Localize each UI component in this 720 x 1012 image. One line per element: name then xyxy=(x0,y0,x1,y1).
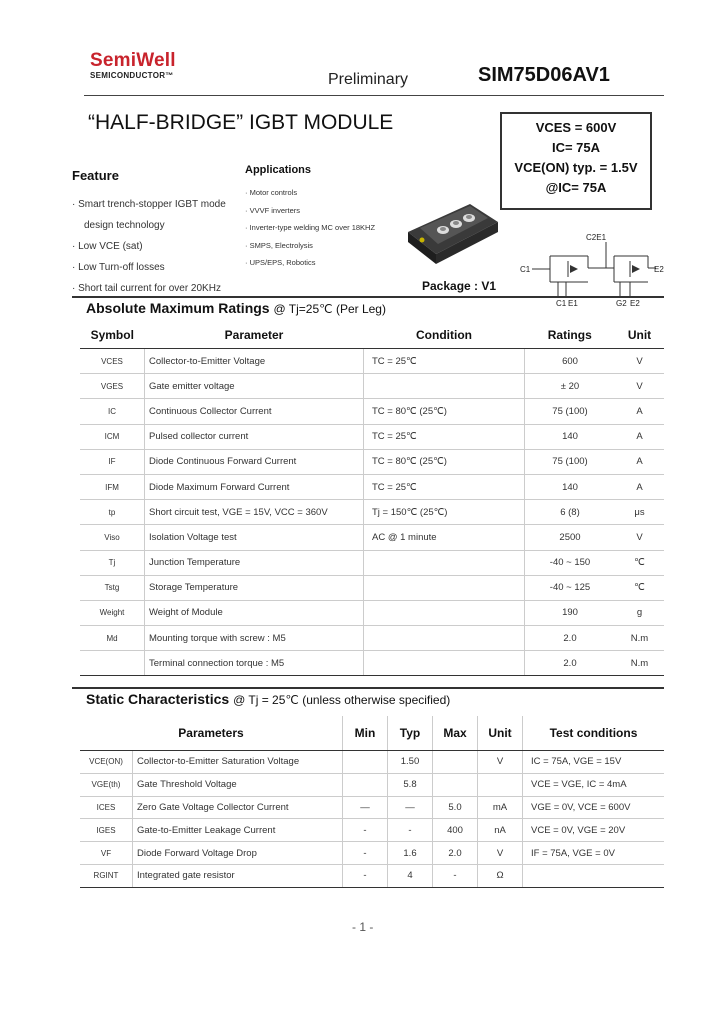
symbol-cell: Tstg xyxy=(80,575,145,600)
feature-item: · Low VCE (sat) xyxy=(72,241,143,252)
condition-cell xyxy=(364,626,525,651)
parameter-cell: Mounting torque with screw : M5 xyxy=(145,626,364,651)
min-cell: - xyxy=(343,864,388,887)
circuit-label-gate-c1: C1 xyxy=(556,299,567,308)
sc-subheading: @ Tj = 25℃ (unless otherwise specified) xyxy=(233,693,451,707)
condition-cell xyxy=(364,575,525,600)
col-parameters: Parameters xyxy=(80,716,343,751)
spec-ic: IC= 75A xyxy=(551,140,601,155)
parameter-cell: Zero Gate Voltage Collector Current xyxy=(133,796,343,819)
rating-cell: 6 (8) xyxy=(525,500,616,525)
condition-cell xyxy=(364,374,525,399)
max-cell xyxy=(433,751,478,774)
condition-cell: TC = 80℃ (25℃) xyxy=(364,399,525,424)
typ-cell: 1.6 xyxy=(388,842,433,865)
table-row xyxy=(80,842,664,865)
rating-cell: 190 xyxy=(525,600,616,625)
package-label: Package : V1 xyxy=(422,279,497,293)
min-cell xyxy=(343,773,388,796)
company-logo-subtitle: SEMICONDUCTOR™ xyxy=(90,71,174,80)
rating-cell: 2.0 xyxy=(525,626,616,651)
symbol-cell: IC xyxy=(80,399,145,424)
typ-cell: 5.8 xyxy=(388,773,433,796)
col-typ: Typ xyxy=(388,716,433,751)
col-ratings: Ratings xyxy=(525,322,616,349)
application-item: · SMPS, Electrolysis xyxy=(245,240,313,250)
table-row xyxy=(80,349,664,374)
condition-cell xyxy=(364,651,525,676)
unit-cell: nA xyxy=(478,819,523,842)
circuit-label-e2: E2 xyxy=(654,265,664,274)
table-row xyxy=(80,474,664,499)
table-row xyxy=(80,864,664,887)
parameter-cell: Storage Temperature xyxy=(145,575,364,600)
section-divider xyxy=(72,687,664,689)
table-row xyxy=(80,500,664,525)
circuit-label-gate-g2: G2 xyxy=(616,299,627,308)
typ-cell: 1.50 xyxy=(388,751,433,774)
condition-cell: TC = 25℃ xyxy=(364,424,525,449)
symbol-cell: VCES xyxy=(80,349,145,374)
applications-heading: Applications xyxy=(245,164,312,176)
unit-cell: A xyxy=(615,399,664,424)
col-unit: Unit xyxy=(615,322,664,349)
condition-cell: TC = 25℃ xyxy=(364,349,525,374)
table-row xyxy=(80,600,664,625)
parameter-cell: Integrated gate resistor xyxy=(133,864,343,887)
col-test-conditions: Test conditions xyxy=(523,716,665,751)
parameter-cell: Gate emitter voltage xyxy=(145,374,364,399)
parameter-cell: Gate-to-Emitter Leakage Current xyxy=(133,819,343,842)
spec-vce-on: VCE(ON) typ. = 1.5V xyxy=(514,160,638,175)
symbol-cell: VGE(th) xyxy=(80,773,133,796)
unit-cell: ℃ xyxy=(615,575,664,600)
symbol-cell: Tj xyxy=(80,550,145,575)
table-row xyxy=(80,751,664,774)
unit-cell: mA xyxy=(478,796,523,819)
parameter-cell: Junction Temperature xyxy=(145,550,364,575)
circuit-label-c2e1: C2E1 xyxy=(586,233,607,242)
min-cell: - xyxy=(343,819,388,842)
parameter-cell: Diode Maximum Forward Current xyxy=(145,474,364,499)
parameter-cell: Pulsed collector current xyxy=(145,424,364,449)
test-condition-cell xyxy=(523,864,665,887)
table-row xyxy=(80,651,664,676)
col-condition: Condition xyxy=(364,322,525,349)
typ-cell: — xyxy=(388,796,433,819)
max-cell xyxy=(433,773,478,796)
unit-cell: V xyxy=(615,525,664,550)
section-divider xyxy=(72,296,664,298)
unit-cell: V xyxy=(478,842,523,865)
feature-item: · Short tail current for over 20KHz xyxy=(72,283,221,294)
symbol-cell: VF xyxy=(80,842,133,865)
test-condition-cell: VCE = 0V, VGE = 20V xyxy=(523,819,665,842)
table-row xyxy=(80,374,664,399)
absolute-maximum-ratings-table xyxy=(80,322,664,676)
unit-cell: A xyxy=(615,449,664,474)
feature-heading: Feature xyxy=(72,168,119,183)
rating-cell: 600 xyxy=(525,349,616,374)
col-symbol: Symbol xyxy=(80,322,145,349)
table-row xyxy=(80,575,664,600)
max-cell: 2.0 xyxy=(433,842,478,865)
part-number: SIM75D06AV1 xyxy=(478,64,610,86)
condition-cell: TC = 25℃ xyxy=(364,474,525,499)
feature-item: · Smart trench-stopper IGBT mode xyxy=(72,199,226,210)
parameter-cell: Collector-to-Emitter Voltage xyxy=(145,349,364,374)
unit-cell: V xyxy=(615,374,664,399)
unit-cell: g xyxy=(615,600,664,625)
max-cell: 5.0 xyxy=(433,796,478,819)
unit-cell: A xyxy=(615,474,664,499)
condition-cell: TC = 80℃ (25℃) xyxy=(364,449,525,474)
amr-subheading: @ Tj=25℃ (Per Leg) xyxy=(273,302,386,316)
test-condition-cell: VGE = 0V, VCE = 600V xyxy=(523,796,665,819)
test-condition-cell: VCE = VGE, IC = 4mA xyxy=(523,773,665,796)
rating-cell: 2500 xyxy=(525,525,616,550)
document-title: “HALF-BRIDGE” IGBT MODULE xyxy=(88,111,394,134)
header-divider xyxy=(84,95,664,96)
key-spec-box xyxy=(500,112,652,210)
rating-cell: 75 (100) xyxy=(525,399,616,424)
feature-item: design technology xyxy=(84,220,165,231)
applications-list xyxy=(245,184,375,272)
symbol-cell: ICM xyxy=(80,424,145,449)
condition-cell: AC @ 1 minute xyxy=(364,525,525,550)
module-package-image xyxy=(400,192,500,272)
test-condition-cell: IF = 75A, VGE = 0V xyxy=(523,842,665,865)
table-row xyxy=(80,626,664,651)
unit-cell: V xyxy=(615,349,664,374)
unit-cell: ℃ xyxy=(615,550,664,575)
symbol-cell: Weight xyxy=(80,600,145,625)
table-row xyxy=(80,550,664,575)
symbol-cell: ICES xyxy=(80,796,133,819)
parameter-cell: Continuous Collector Current xyxy=(145,399,364,424)
rating-cell: 140 xyxy=(525,424,616,449)
unit-cell: Ω xyxy=(478,864,523,887)
col-min: Min xyxy=(343,716,388,751)
col-unit: Unit xyxy=(478,716,523,751)
condition-cell: Tj = 150℃ (25℃) xyxy=(364,500,525,525)
feature-list xyxy=(72,194,226,299)
unit-cell xyxy=(478,773,523,796)
parameter-cell: Short circuit test, VGE = 15V, VCC = 360V xyxy=(145,500,364,525)
amr-heading: Absolute Maximum Ratings @ Tj=25℃ (Per Leg) xyxy=(86,300,386,316)
rating-cell: -40 ~ 150 xyxy=(525,550,616,575)
static-characteristics-table xyxy=(80,716,664,888)
feature-item: · Low Turn-off losses xyxy=(72,262,165,273)
company-logo: SemiWell xyxy=(90,50,176,71)
symbol-cell: IGES xyxy=(80,819,133,842)
col-max: Max xyxy=(433,716,478,751)
rating-cell: -40 ~ 125 xyxy=(525,575,616,600)
unit-cell: N.m xyxy=(615,651,664,676)
table-header-row xyxy=(80,322,664,349)
rating-cell: 2.0 xyxy=(525,651,616,676)
col-parameter: Parameter xyxy=(145,322,364,349)
application-item: · Inverter-type welding MC over 18KHZ xyxy=(245,223,376,232)
parameter-cell: Isolation Voltage test xyxy=(145,525,364,550)
table-row xyxy=(80,819,664,842)
typ-cell: - xyxy=(388,819,433,842)
application-item: · VVVF inverters xyxy=(245,205,301,215)
symbol-cell: tp xyxy=(80,500,145,525)
parameter-cell: Terminal connection torque : M5 xyxy=(145,651,364,676)
table-row xyxy=(80,399,664,424)
page-number: - 1 - xyxy=(352,920,374,934)
symbol-cell: RGINT xyxy=(80,864,133,887)
parameter-cell: Weight of Module xyxy=(145,600,364,625)
condition-cell xyxy=(364,550,525,575)
table-row xyxy=(80,525,664,550)
table-row xyxy=(80,796,664,819)
unit-cell: μs xyxy=(615,500,664,525)
table-header-row xyxy=(80,716,664,751)
circuit-label-c1: C1 xyxy=(520,265,531,274)
parameter-cell: Diode Forward Voltage Drop xyxy=(133,842,343,865)
table-row xyxy=(80,424,664,449)
symbol-cell: IFM xyxy=(80,474,145,499)
circuit-label-gate-e1: E1 xyxy=(568,299,578,308)
table-row xyxy=(80,449,664,474)
min-cell: — xyxy=(343,796,388,819)
symbol-cell: Md xyxy=(80,626,145,651)
symbol-cell xyxy=(80,651,145,676)
typ-cell: 4 xyxy=(388,864,433,887)
parameter-cell: Collector-to-Emitter Saturation Voltage xyxy=(133,751,343,774)
spec-vces: VCES = 600V xyxy=(535,120,617,135)
application-item: · Motor controls xyxy=(245,188,298,197)
max-cell: - xyxy=(433,864,478,887)
min-cell xyxy=(343,751,388,774)
max-cell: 400 xyxy=(433,819,478,842)
rating-cell: 140 xyxy=(525,474,616,499)
unit-cell: N.m xyxy=(615,626,664,651)
condition-cell xyxy=(364,600,525,625)
symbol-cell: VCE(ON) xyxy=(80,751,133,774)
table-row xyxy=(80,773,664,796)
spec-ic-condition: @IC= 75A xyxy=(545,180,607,195)
symbol-cell: IF xyxy=(80,449,145,474)
parameter-cell: Gate Threshold Voltage xyxy=(133,773,343,796)
rating-cell: 75 (100) xyxy=(525,449,616,474)
sc-heading: Static Characteristics @ Tj = 25℃ (unless otherwise specified) xyxy=(86,691,451,707)
document-status: Preliminary xyxy=(328,71,409,88)
unit-cell: V xyxy=(478,751,523,774)
parameter-cell: Diode Continuous Forward Current xyxy=(145,449,364,474)
symbol-cell: VGES xyxy=(80,374,145,399)
min-cell: - xyxy=(343,842,388,865)
rating-cell: ± 20 xyxy=(525,374,616,399)
unit-cell: A xyxy=(615,424,664,449)
test-condition-cell: IC = 75A, VGE = 15V xyxy=(523,751,665,774)
application-item: · UPS/EPS, Robotics xyxy=(245,258,316,267)
symbol-cell: Viso xyxy=(80,525,145,550)
circuit-label-gate-e2: E2 xyxy=(630,299,640,308)
